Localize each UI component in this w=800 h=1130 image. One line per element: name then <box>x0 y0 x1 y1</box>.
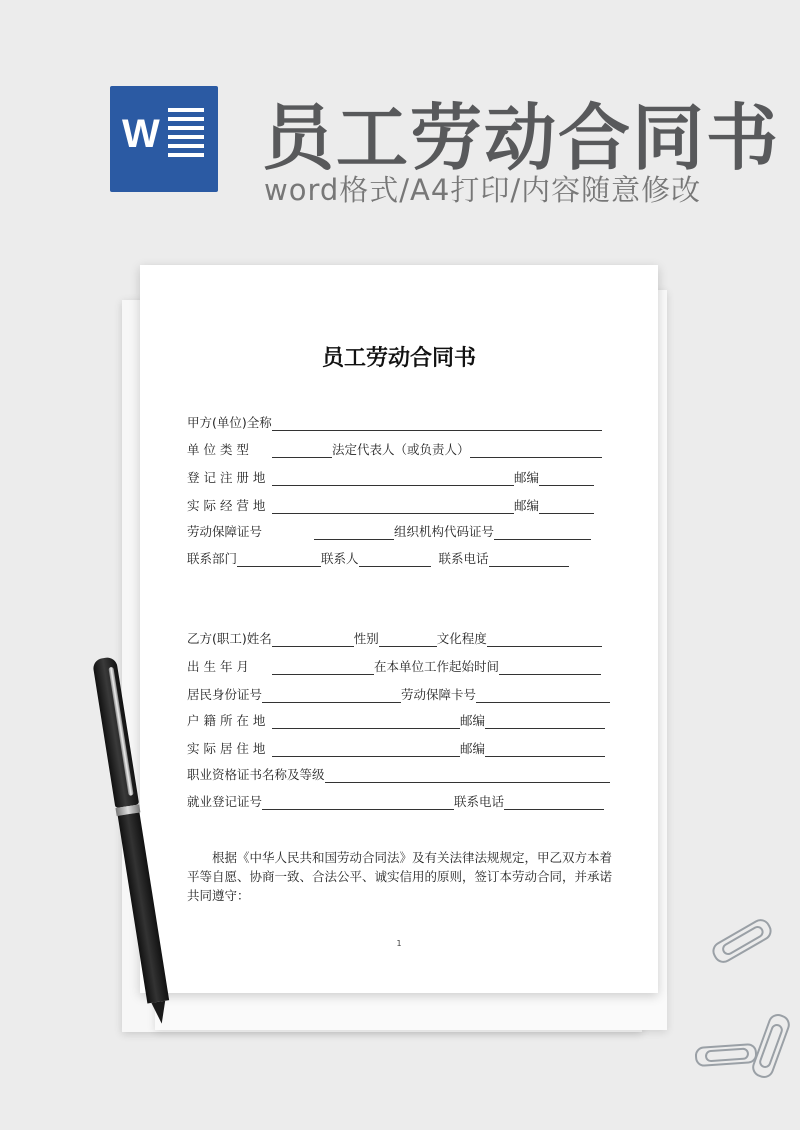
actual-address-label: 实 际 经 营 地 <box>187 498 266 513</box>
household-line <box>272 714 460 729</box>
labor-security-row <box>187 522 591 542</box>
labor-card-label: 劳动保障卡号 <box>401 687 477 702</box>
household-postcode-line <box>485 714 605 729</box>
reg-address-row <box>187 468 594 488</box>
household-postcode-label: 邮编 <box>460 713 486 728</box>
qualification-row <box>187 765 610 785</box>
contact-dept-label: 联系部门 <box>187 551 238 566</box>
party-b-phone-label: 联系电话 <box>454 794 505 809</box>
labor-security-line <box>314 525 394 540</box>
reg-address-line <box>272 471 514 486</box>
contact-person-label: 联系人 <box>321 551 359 566</box>
employment-reg-label: 就业登记证号 <box>187 794 263 809</box>
education-label: 文化程度 <box>436 631 487 646</box>
party-a-name-label: 甲方(单位)全称 <box>187 415 272 430</box>
residence-line <box>272 742 460 757</box>
paperclip-icon <box>749 1011 792 1081</box>
labor-card-line <box>476 688 610 703</box>
party-b-name-row <box>187 629 602 649</box>
actual-address-line <box>272 499 514 514</box>
id-row <box>187 685 610 705</box>
residence-postcode-line <box>485 742 605 757</box>
unit-type-label: 单 位 类 型 <box>187 442 249 457</box>
residence-row <box>187 739 605 759</box>
id-line <box>262 688 401 703</box>
contact-dept-line <box>237 552 321 567</box>
actual-postcode-label: 邮编 <box>514 498 540 513</box>
contract-preamble <box>187 848 612 905</box>
contact-row <box>187 549 569 569</box>
qualification-label: 职业资格证书名称及等级 <box>187 767 325 782</box>
actual-postcode-line <box>539 499 594 514</box>
unit-type-line <box>272 443 332 458</box>
birth-row <box>187 657 601 677</box>
reg-address-label: 登 记 注 册 地 <box>187 470 266 485</box>
paperclip-icon <box>709 915 775 966</box>
legal-rep-line <box>470 443 602 458</box>
org-code-label: 组织机构代码证号 <box>394 524 495 539</box>
document-title: 员工劳动合同书 <box>321 346 476 371</box>
start-time-line <box>499 660 601 675</box>
org-code-line <box>494 525 591 540</box>
page-number: 1 <box>396 939 402 948</box>
residence-label: 实 际 居 住 地 <box>187 741 266 756</box>
reg-postcode-line <box>539 471 594 486</box>
id-label: 居民身份证号 <box>187 687 263 702</box>
gender-label: 性别 <box>353 631 379 646</box>
employment-reg-line <box>262 795 454 810</box>
word-logo-letter: W <box>122 112 160 156</box>
gender-line <box>379 632 437 647</box>
document-page <box>140 265 658 993</box>
paperclip-icon <box>694 1043 757 1067</box>
party-b-phone-line <box>504 795 604 810</box>
birth-line <box>272 660 374 675</box>
residence-postcode-label: 邮编 <box>460 741 486 756</box>
household-label: 户 籍 所 在 地 <box>187 713 266 728</box>
start-time-label: 在本单位工作起始时间 <box>374 659 500 674</box>
contact-person-line <box>359 552 431 567</box>
actual-address-row <box>187 496 594 516</box>
legal-rep-label: 法定代表人（或负责人） <box>332 442 470 457</box>
employment-reg-row <box>187 792 604 812</box>
birth-label: 出 生 年 月 <box>187 659 249 674</box>
contract-preamble-text: 根据《中华人民共和国劳动合同法》及有关法律法规规定，甲乙双方本着平等自愿、协商一致、合法公平、诚实信用的原则，签订本劳动合同，并承诺共同遵守： <box>187 850 613 903</box>
party-b-name-line <box>272 632 354 647</box>
party-a-type-row <box>187 440 602 460</box>
word-logo-icon <box>110 86 218 192</box>
qualification-line <box>325 768 610 783</box>
page-title: 员工劳动合同书 <box>262 96 781 180</box>
pen-tip <box>151 1001 168 1025</box>
party-a-phone-label: 联系电话 <box>438 551 489 566</box>
education-line <box>487 632 602 647</box>
household-row <box>187 711 605 731</box>
reg-postcode-label: 邮编 <box>514 470 540 485</box>
party-a-name-line <box>272 416 602 431</box>
party-a-name-row <box>187 413 602 433</box>
party-a-phone-line <box>489 552 569 567</box>
word-logo-lines <box>168 108 204 162</box>
labor-security-label: 劳动保障证号 <box>187 524 263 539</box>
party-b-name-label: 乙方(职工)姓名 <box>187 631 272 646</box>
page-subtitle: word格式/A4打印/内容随意修改 <box>264 173 702 207</box>
